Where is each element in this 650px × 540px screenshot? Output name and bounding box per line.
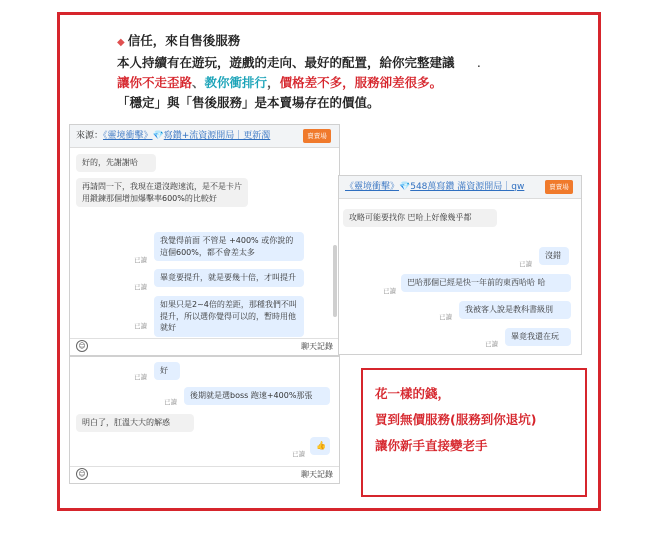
chat-panel-left-top (69, 124, 340, 356)
source-label: 來源： (76, 131, 104, 141)
read-receipt: 已讀 (134, 322, 147, 330)
chat-message: 後期就是選boss 跑速+400%那張 (184, 387, 330, 405)
callout-line-3: 讓你新手直接變老手 (375, 438, 488, 453)
read-receipt: 已讀 (134, 256, 147, 264)
chat-message: 攻略可能要找你 巴哈上好像幾乎都 (343, 209, 497, 227)
thumbs-up-icon: 👍 (310, 437, 330, 455)
intro-line-2 (117, 53, 547, 73)
chat-header (70, 125, 339, 148)
store-link[interactable]: 寫鑽+流資源開局｜更新濁 (163, 131, 271, 141)
read-receipt: 已讀 (134, 373, 147, 381)
emoji-icon[interactable]: ☺ (76, 468, 88, 480)
store-button[interactable]: 賣賣場 (545, 180, 573, 194)
store-button[interactable]: 賣賣場 (303, 129, 331, 143)
intro-line-3-sep2: ， (267, 75, 280, 90)
chat-panel-right (338, 175, 582, 355)
intro-line-4: 「穩定」與「售後服務」是本賣場存在的價值。 (117, 95, 380, 110)
intro-line-3 (117, 73, 547, 93)
callout-line-2: 買到無價服務(服務到你退坑) (375, 412, 537, 427)
chat-message: 畢竟我還在玩 (505, 328, 571, 346)
read-receipt: 已讀 (519, 260, 532, 268)
chat-message: 巴哈那個已經是快一年前的東西哈哈 哈 (401, 274, 571, 292)
chat-footer (70, 338, 339, 355)
intro-line-1: 信任，來自售後服務 (127, 33, 241, 48)
diamond-gem-icon: 💎 (399, 182, 411, 192)
chat-history-link[interactable]: 聊天記錄 (301, 342, 333, 351)
emoji-icon[interactable]: ☺ (76, 340, 88, 352)
chat-message: 好 (154, 362, 180, 380)
store-link[interactable]: 548萬寫鑽 滿資源開局｜qw (410, 182, 525, 192)
intro-line-2-text: 本人持續有在遊玩，遊戲的走向、最好的配置，給你完整建議 (117, 55, 455, 70)
intro-heading (117, 31, 547, 53)
chat-message: 畢竟要提升，就是要幾十倍，才叫提升 (154, 269, 304, 287)
diamond-bullet-icon: ◆ (117, 37, 125, 48)
source-link[interactable]: 《靈境衝擊》 (103, 131, 153, 141)
chat-message: 我覺得前面 不管是 +400% 或你說的這個600%，都不會差太多 (154, 232, 304, 261)
intro-block (117, 31, 547, 113)
intro-line-3-sep1: 、 (192, 75, 205, 90)
read-receipt: 已讀 (134, 283, 147, 291)
chat-history-link[interactable]: 聊天記錄 (301, 470, 333, 479)
chat-message: 再請問一下，我現在還沒跑速流，是不是卡片用鍛鍊那個增加爆擊率600%的比較好 (76, 178, 248, 207)
chat-message: 我被客人說是教科書級別 (459, 301, 571, 319)
callout-line-1: 花一樣的錢， (375, 386, 451, 401)
read-receipt: 已讀 (292, 450, 305, 458)
scrollbar[interactable] (333, 245, 337, 317)
chat-panel-left-bottom (69, 356, 340, 484)
chat-message: 沒錯 (539, 247, 569, 265)
chat-message: 好的，先謝謝哈 (76, 154, 156, 172)
intro-line-3-b: 教你衝排行 (204, 75, 268, 90)
diamond-gem-icon: 💎 (152, 131, 164, 141)
intro-line-3-c: 價格差不多，服務卻差很多。 (279, 75, 443, 90)
source-link[interactable]: 《靈境衝擊》 (345, 182, 400, 192)
promo-callout (361, 368, 587, 497)
intro-line-3-a: 讓你不走歪路 (117, 75, 193, 90)
chat-footer (70, 466, 339, 483)
chat-message: 如果只是2~4倍的差距，那種我們不叫提升，所以選你覺得可以的，暫時用他就好 (154, 296, 304, 337)
chat-message: 明白了，肛溫大大的解惑 (76, 414, 194, 432)
read-receipt: 已讀 (439, 313, 452, 321)
read-receipt: 已讀 (383, 287, 396, 295)
read-receipt: 已讀 (485, 340, 498, 348)
intro-line-2-tail: . (476, 55, 481, 70)
read-receipt: 已讀 (164, 398, 177, 406)
